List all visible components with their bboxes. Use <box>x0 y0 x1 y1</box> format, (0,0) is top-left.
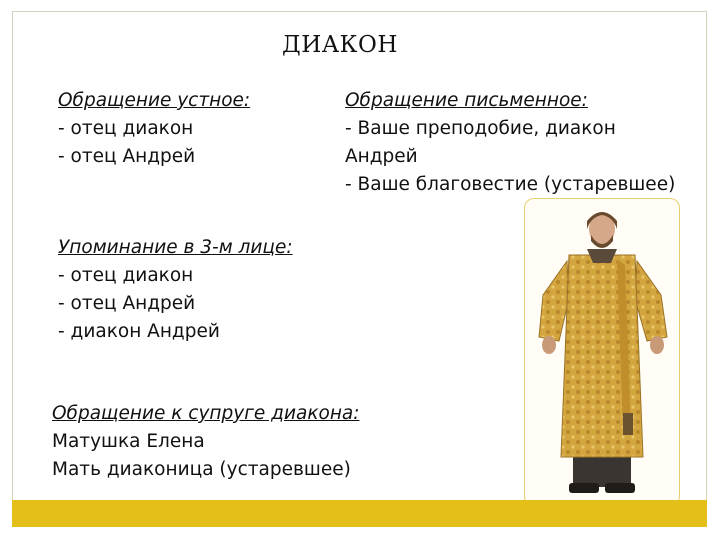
written-address-block <box>345 87 675 199</box>
deacon-figure-illustration <box>525 199 679 505</box>
footer-accent-bar <box>12 500 707 527</box>
deacon-photo <box>524 198 680 506</box>
third-person-line: - отец диакон <box>58 265 194 286</box>
spouse-address-heading: Обращение к супруге диакона: <box>52 403 360 424</box>
spouse-address-line: Мать диаконица (устаревшее) <box>52 459 351 480</box>
written-address-line: Андрей <box>345 146 418 167</box>
oral-address-line: - отец диакон <box>58 118 194 139</box>
oral-address-heading: Обращение устное: <box>58 90 251 111</box>
oral-address-block <box>58 87 250 171</box>
oral-address-line: - отец Андрей <box>58 146 196 167</box>
spouse-address-block <box>52 400 360 484</box>
third-person-line: - диакон Андрей <box>58 321 220 342</box>
third-person-line: - отец Андрей <box>58 293 196 314</box>
written-address-line: - Ваше благовестие (устаревшее) <box>345 174 676 195</box>
slide-title: ДИАКОН <box>282 32 398 58</box>
written-address-line: - Ваше преподобие, диакон <box>345 118 616 139</box>
spouse-address-line: Матушка Елена <box>52 431 205 452</box>
written-address-heading: Обращение письменное: <box>345 90 588 111</box>
third-person-heading: Упоминание в 3-м лице: <box>58 237 293 258</box>
third-person-block <box>58 234 293 346</box>
